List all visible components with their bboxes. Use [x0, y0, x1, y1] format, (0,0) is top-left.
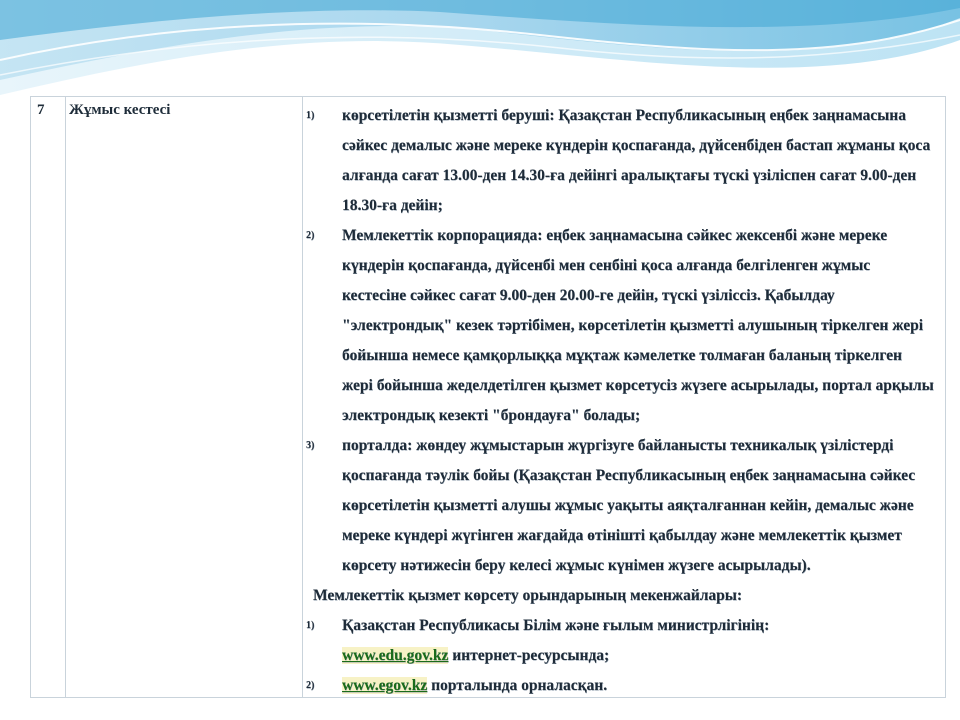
- schedule-table: [30, 96, 946, 698]
- list-marker: 1): [306, 110, 315, 121]
- column-divider: [302, 97, 303, 697]
- list-item: [306, 101, 936, 221]
- list-item-text: көрсетілетін қызметті беруші: Қазақстан Республикасының еңбек заңнамасына сәйкес демалыс және мереке күндерін қоспағанда, дүйсенбіден бастап жұманы қоса алғанда сағат 13.00-ден 14.30-ға дейінгі аралықтағы түскі үзіліспен сағат 9.00-ден 18.30-ға дейін;: [342, 107, 931, 214]
- list-marker: 3): [306, 440, 315, 451]
- row-number: 7: [37, 102, 45, 118]
- list-item: [306, 221, 936, 431]
- list-item-text: Мемлекеттік корпорацияда: еңбек заңнамасына сәйкес жексенбі және мереке күндерін қоспағанда, дүйсенбі мен сенбіні қоса алғанда белгіленген жұмыс кестесіне сәйкес сағат 9.00-ден 20.00-ге дейін, түскі үзіліссіз. Қабылдау "электрондық" кезек тәртібімен, көрсетілетін қызметті алушының тіркелген жері бойынша немесе қамқорлыққа мұқтаж кәмелетке толмаған баланың тіркелген жері бойынша жеделдетілген қызмет көрсетусіз жүзеге асырылады, портал арқылы электрондық кезекті "брондауға" болады;: [342, 227, 934, 424]
- address-text: интернет-ресурсында;: [452, 647, 610, 664]
- address-text: Қазақстан Республикасы Білім және ғылым министрлігінің:: [342, 617, 770, 634]
- row-label: Жұмыс кестесі: [69, 102, 171, 118]
- list-marker: 2): [306, 680, 315, 691]
- edu-link[interactable]: www.edu.gov.kz: [342, 647, 449, 664]
- egov-link[interactable]: www.egov.kz: [342, 677, 428, 694]
- address-item: [306, 671, 936, 701]
- row-content: [306, 101, 936, 701]
- list-marker: 1): [306, 620, 315, 631]
- column-divider: [65, 97, 66, 697]
- addresses-heading: Мемлекеттік қызмет көрсету орындарының мекенжайлары:: [313, 587, 743, 604]
- address-item: [306, 611, 936, 671]
- list-item: [306, 431, 936, 581]
- decorative-wave-banner: [0, 0, 960, 110]
- address-text: порталында орналасқан.: [431, 677, 608, 694]
- list-marker: 2): [306, 230, 315, 241]
- list-item-text: порталда: жөндеу жұмыстарын жүргізуге байланысты техникалық үзілістерді қоспағанда тәулік бойы (Қазақстан Республикасының еңбек заңнамасына сәйкес көрсетілетін қызметті алушы жұмыс уақыты аяқталғаннан кейін, демалыс және мереке күндері жүгінген жағдайда өтінішті қабылдау және мемлекеттік қызмет көрсету нәтижесін беру келесі жұмыс күнімен жүзеге асырылады).: [342, 437, 916, 574]
